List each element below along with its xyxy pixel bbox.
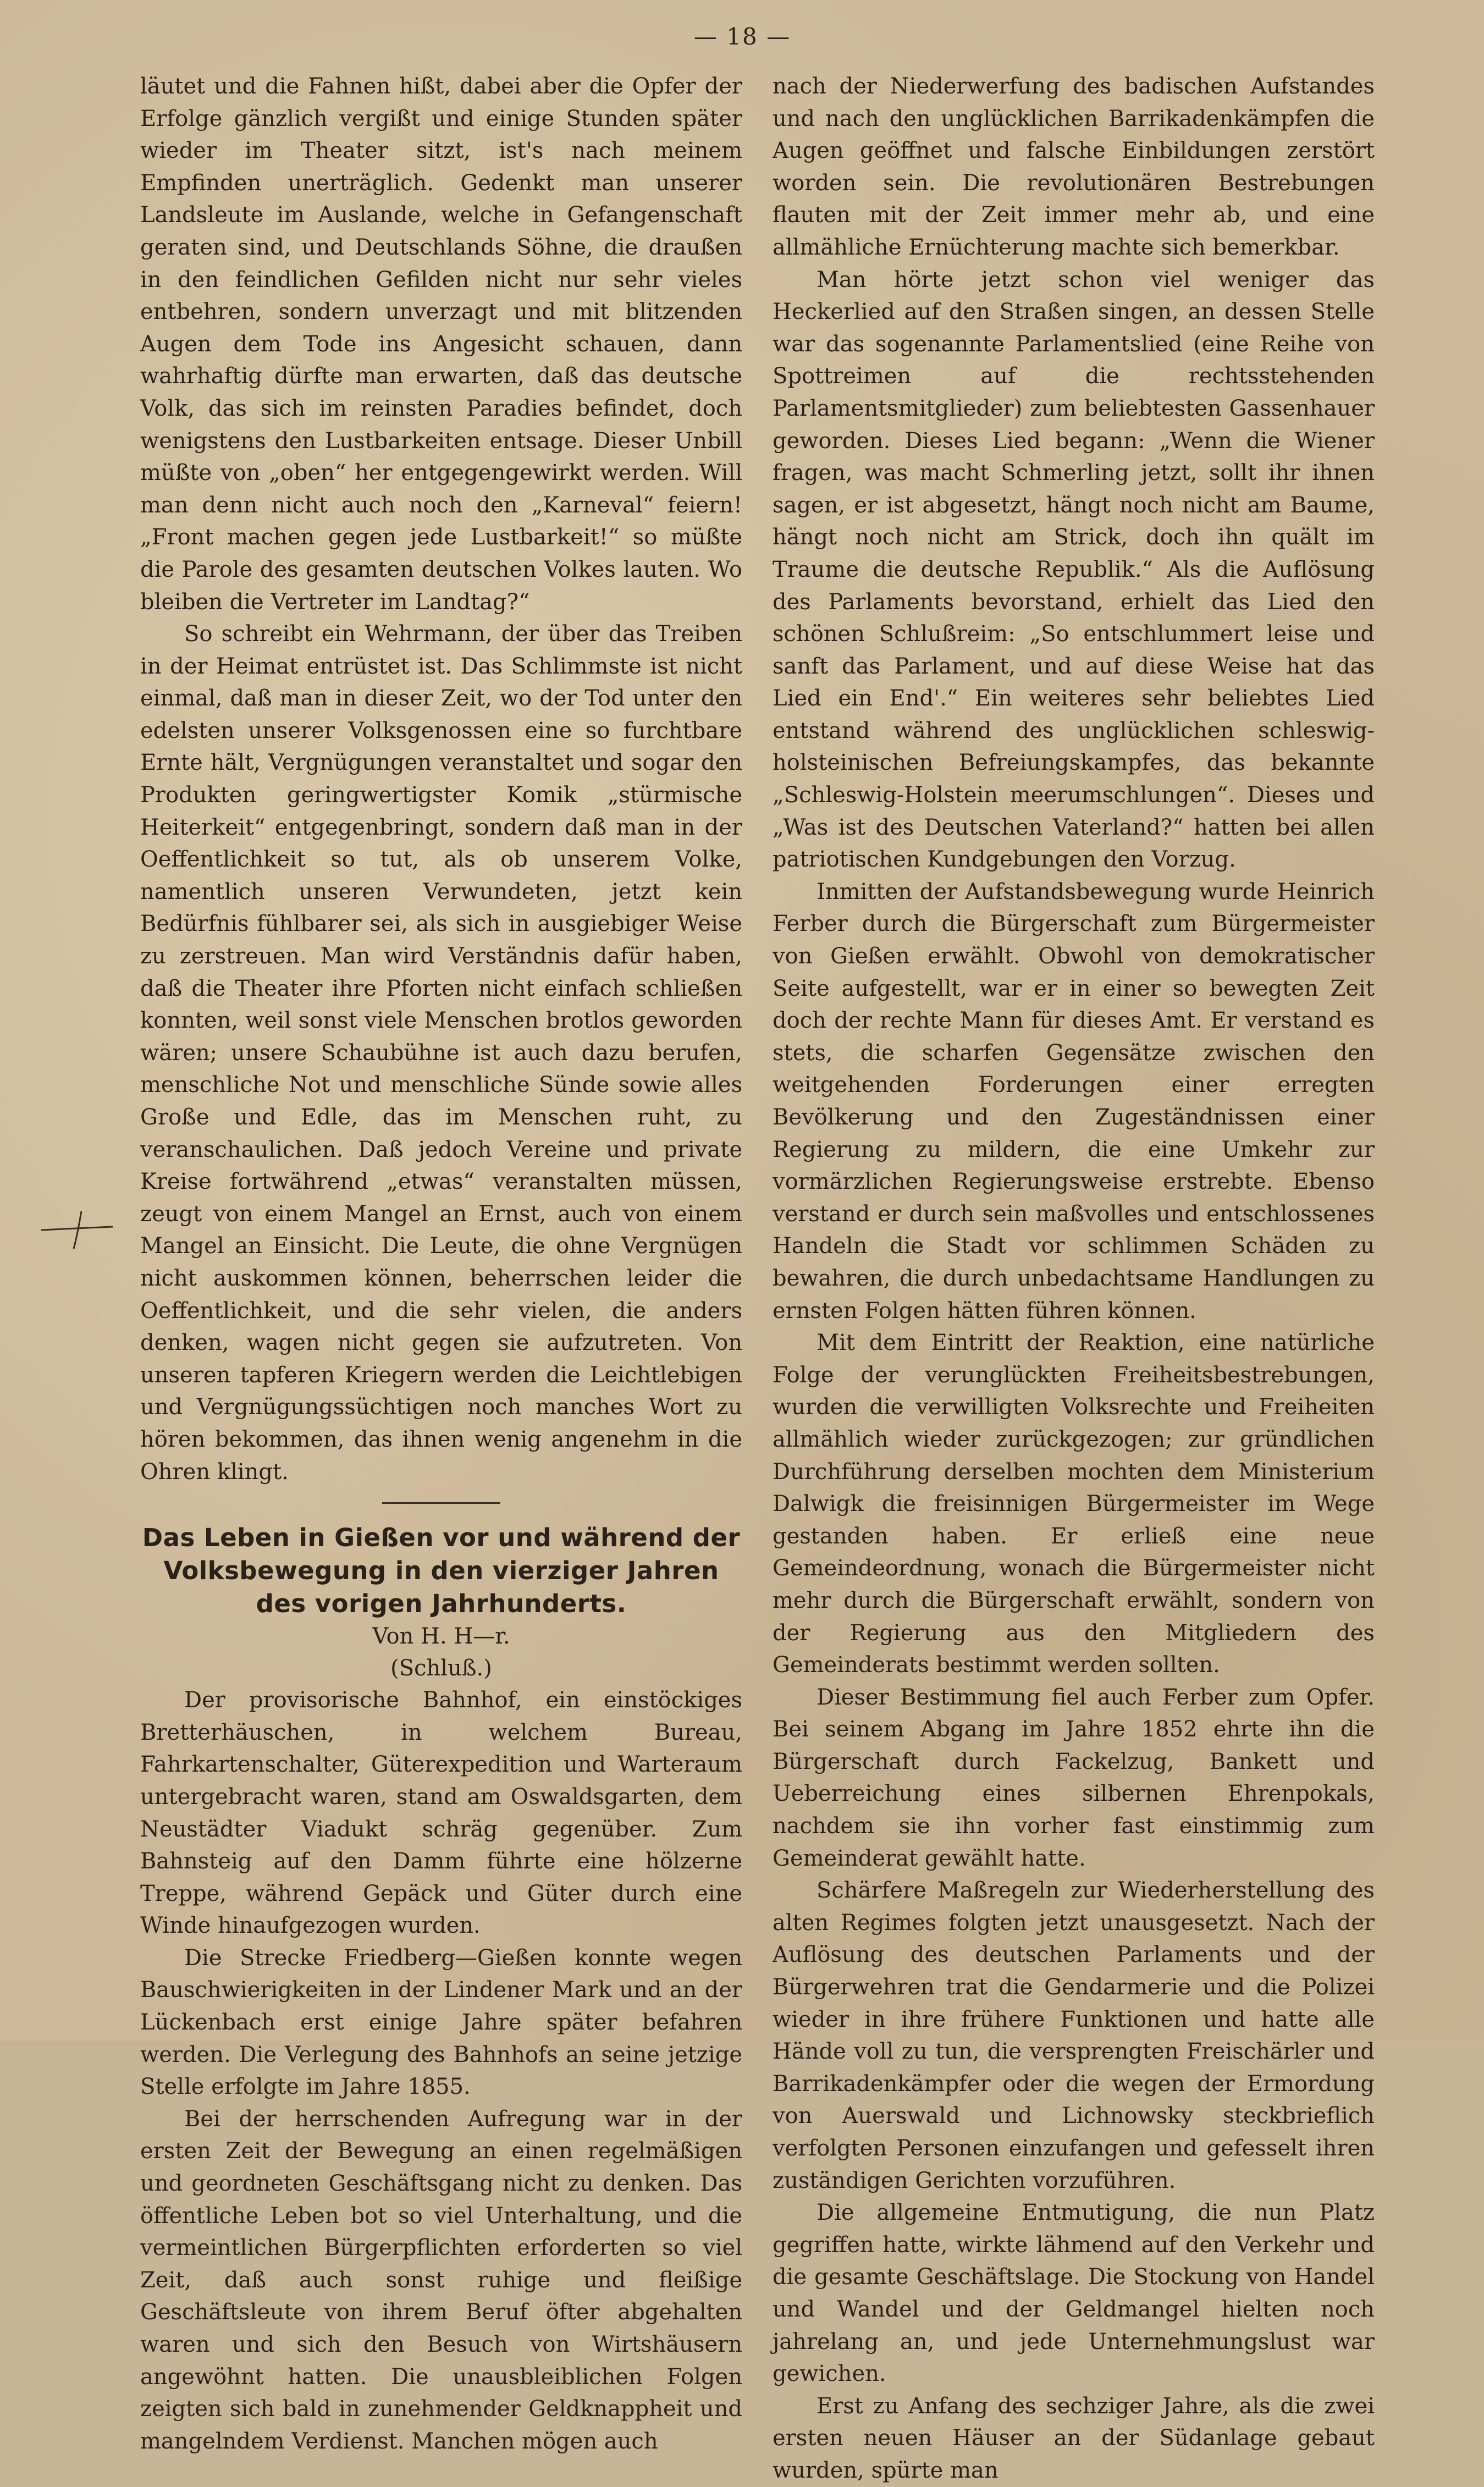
right-paragraph-4: Mit dem Eintritt der Reaktion, eine natürliche Folge der verunglückten Freiheitsbestrebungen, wurden die verwilligten Volksrechte und Freiheiten allmählich wieder zurückgezogen; zur gründlichen Durchführung derselben mochten dem Ministerium Dalwigk die freisinnigen Bürgermeister im Wege gestanden haben. Er erließ eine neue Gemeindeordnung, wonach die Bürgermeister nicht mehr durch die Bürgerschaft erwählt, sondern von der Regierung aus den Mitgliedern des Gemeinderats bestimmt werden sollten. [773,1330,1375,1678]
article-divider [382,1502,500,1504]
right-column [773,70,1375,2487]
left-paragraph-3: Der provisorische Bahnhof, ein einstöckiges Bretterhäuschen, in welchem Bureau, Fahrkartenschalter, Güterexpedition und Warteraum untergebracht waren, stand am Oswaldsgarten, dem Neustädter Viadukt schräg gegenüber. Zum Bahnsteig auf den Damm führte eine hölzerne Treppe, während Gepäck und Güter durch eine Winde hinaufgezogen wurden. [140,1688,742,1939]
article-byline: Von H. H—r. [372,1624,510,1650]
right-paragraph-1: nach der Niederwerfung des badischen Aufstandes und nach den unglücklichen Barrikadenkämpfen die Augen geöffnet und falsche Einbildungen zerstört worden sein. Die revolutionären Bestrebungen flauten mit der Zeit immer mehr ab, und eine allmähliche Ernüchterung machte sich bemerkbar. [773,74,1375,260]
right-paragraph-2: Man hörte jetzt schon viel weniger das Heckerlied auf den Straßen singen, an dessen Stelle war das sogenannte Parlamentslied (eine Reihe von Spottreimen auf die rechtsstehenden Parlamentsmitglieder) zum beliebtesten Gassenhauer geworden. Dieses Lied begann: „Wenn die Wiener fragen, was macht Schmerling jetzt, sollt ihr ihnen sagen, er ist abgesetzt, hängt noch nicht am Baume, hängt noch nicht am Strick, doch ihn quält im Traume die deutsche Republik.“ Als die Auflösung des Parlaments bevorstand, erhielt das Lied den schönen Schlußreim: „So entschlummert leise und sanft das Parlament, und auf diese Weise hat das Lied ein End'.“ Ein weiteres sehr beliebtes Lied entstand während des unglücklichen schleswig-holsteinischen Befreiungskampfes, das bekannte „Schleswig-Holstein meerumschlungen“. Dieses und „Was ist des Deutschen Vaterland?“ hatten bei allen patriotischen Kundgebungen den Vorzug. [773,267,1375,873]
right-paragraph-8: Erst zu Anfang des sechziger Jahre, als die zwei ersten neuen Häuser an der Südanlage gebaut wurden, spürte man [773,2393,1375,2483]
right-paragraph-7: Die allgemeine Entmutigung, die nun Platz gegriffen hatte, wirkte lähmend auf den Verkehr und die gesamte Geschäftslage. Die Stockung von Handel und Wandel und der Geldmangel hielten noch jahrelang an, und jede Unternehmungslust war gewichen. [773,2200,1375,2387]
right-paragraph-6: Schärfere Maßregeln zur Wiederherstellung des alten Regimes folgten jetzt unausgesetzt. Nach der Auflösung des deutschen Parlaments und der Bürgerwehren trat die Gendarmerie und die Polizei wieder in ihre frühere Funktionen und hatte alle Hände voll zu tun, die versprengten Freischärler und Barrikadenkämpfer oder die wegen der Ermordung von Auerswald und Lichnowsky steckbrieflich verfolgten Personen einzufangen und gefesselt ihren zuständigen Gerichten vorzuführen. [773,1878,1375,2193]
right-paragraph-5: Dieser Bestimmung fiel auch Ferber zum Opfer. Bei seinem Abgang im Jahre 1852 ehrte ihn die Bürgerschaft durch Fackelzug, Bankett und Ueberreichung eines silbernen Ehrenpokals, nachdem sie ihn vorher fast einstimmig zum Gemeinderat gewählt hatte. [773,1684,1375,1871]
left-paragraph-4: Die Strecke Friedberg—Gießen konnte wegen Bauschwierigkeiten in der Lindener Mark und an der Lückenbach erst einige Jahre später befahren werden. Die Verlegung des Bahnhofs an seine jetzige Stelle erfolgte im Jahre 1855. [140,1945,742,2100]
article-continued-note: (Schluß.) [390,1656,492,1681]
left-paragraph-1: läutet und die Fahnen hißt, dabei aber die Opfer der Erfolge gänzlich vergißt und einige Stunden später wieder im Theater sitzt, ist's nach meinem Empfinden unerträglich. Gedenkt man unserer Landsleute im Auslande, welche in Gefangenschaft geraten sind, und Deutschlands Söhne, die draußen in den feindlichen Gefilden nicht nur sehr vieles entbehren, sondern unverzagt und mit blitzenden Augen dem Tode ins Angesicht schauen, dann wahrhaftig dürfte man erwarten, daß das deutsche Volk, das sich im reinsten Paradies befindet, doch wenigstens den Lustbarkeiten entsage. Dieser Unbill müßte von „oben“ her entgegengewirkt werden. Will man denn nicht auch noch den „Karneval“ feiern! „Front machen gegen jede Lustbarkeit!“ so müßte die Parole des gesamten deutschen Volkes lauten. Wo bleiben die Vertreter im Landtag?“ [140,74,742,615]
margin-cross-mark [38,1207,115,1251]
article-title: Das Leben in Gießen vor und während der Volksbewegung in den vierziger Jahren des vorigen Jahrhunderts. [142,1523,741,1619]
left-paragraph-5: Bei der herrschenden Aufregung war in der ersten Zeit der Bewegung an einen regelmäßigen und geordneten Geschäftsgang nicht zu denken. Das öffentliche Leben bot so viel Unterhaltung, und die vermeintlichen Bürgerpflichten erforderten so viel Zeit, daß auch sonst ruhige und fleißige Geschäftsleute von ihrem Beruf öfter abgehalten waren und sich den Besuch von Wirtshäusern angewöhnt hatten. Die unausbleiblichen Folgen zeigten sich bald in zunehmender Geldknappheit und mangelndem Verdienst. Manchen mögen auch [140,2106,742,2454]
left-paragraph-2: So schreibt ein Wehrmann, der über das Treiben in der Heimat entrüstet ist. Das Schlimmste ist nicht einmal, daß man in dieser Zeit, wo der Tod unter den edelsten unserer Volksgenossen eine so furchtbare Ernte hält, Vergnügungen veranstaltet und sogar den Produkten geringwertigster Komik „stürmische Heiterkeit“ entgegenbringt, sondern daß man in der Oeffentlichkeit so tut, als ob unserem Volke, namentlich unseren Verwundeten, jetzt kein Bedürfnis fühlbarer sei, als sich in ausgiebiger Weise zu zerstreuen. Man wird Verständnis dafür haben, daß die Theater ihre Pforten nicht einfach schließen konnten, weil sonst viele Menschen brotlos geworden wären; unsere Schaubühne ist auch dazu berufen, menschliche Not und menschliche Sünde sowie alles Große und Edle, das im Menschen ruht, zu veranschaulichen. Daß jedoch Vereine und private Kreise fortwährend „etwas“ veranstalten müssen, zeugt von einem Mangel an Ernst, auch von einem Mangel an Einsicht. Die Leute, die ohne Vergnügen nicht auskommen können, beherrschen leider die Oeffentlichkeit, und die sehr vielen, die anders denken, wagen nicht gegen sie aufzutreten. Von unseren tapferen Kriegern werden die Leichtlebigen und Vergnügungssüchtigen noch manches Wort zu hören bekommen, das ihnen wenig angenehm in die Ohren klingt. [140,621,742,1485]
left-column [140,70,742,2457]
page-number: — 18 — [693,23,791,50]
right-paragraph-3: Inmitten der Aufstandsbewegung wurde Heinrich Ferber durch die Bürgerschaft zum Bürgermeister von Gießen erwählt. Obwohl von demokratischer Seite aufgestellt, war er in einer so bewegten Zeit doch der rechte Mann für dieses Amt. Er verstand es stets, die scharfen Gegensätze zwischen den weitgehenden Forderungen einer erregten Bevölkerung und den Zugeständnissen einer Regierung zu mildern, die eine Umkehr zur vormärzlichen Regierungsweise erstrebte. Ebenso verstand er durch sein maßvolles und entschlossenes Handeln die Stadt vor schlimmen Schäden zu bewahren, die durch unbedachtsame Handlungen zu ernsten Folgen hätten führen können. [773,879,1375,1324]
